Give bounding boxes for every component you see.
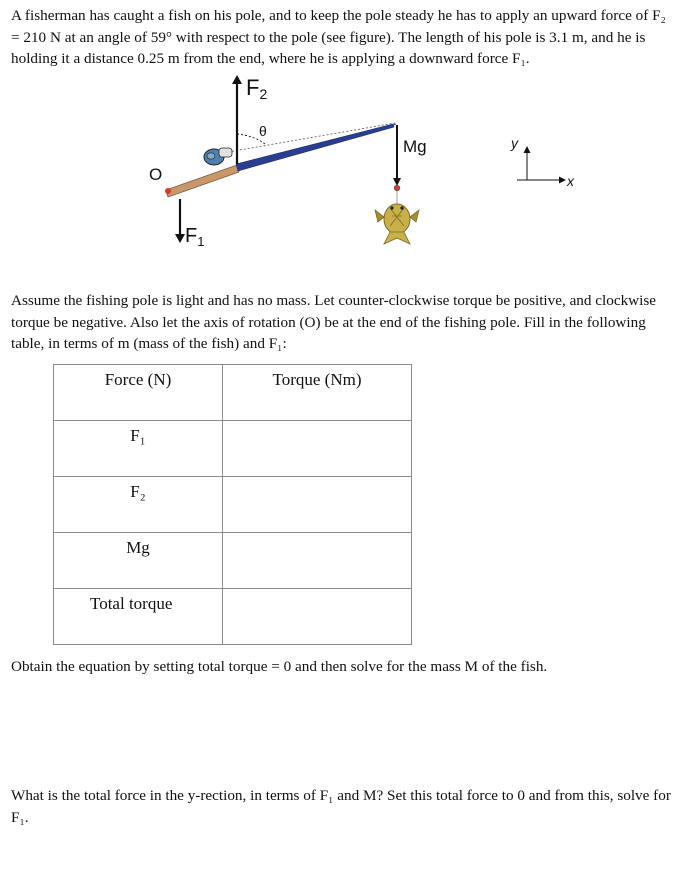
theta-label: θ bbox=[259, 123, 267, 139]
force-cell-f1: F₁ bbox=[54, 421, 223, 477]
f2-label: F2 bbox=[246, 75, 268, 102]
fish-icon bbox=[375, 204, 419, 244]
equation-prompt: Obtain the equation by setting total torque = 0 and then solve for the mass M of the fish. bbox=[11, 658, 548, 675]
force-cell-f2: F₂ bbox=[54, 477, 223, 533]
mg-label: Mg bbox=[403, 137, 427, 156]
f1-arrowhead bbox=[175, 234, 185, 243]
y-axis-label: y bbox=[511, 135, 518, 151]
origin-label: O bbox=[149, 165, 163, 184]
table-row bbox=[54, 589, 412, 645]
force-prompt: What is the total force in the y-rection, in terms of F₁ and M? Set this total force to 0 and from this, solve for F₁. bbox=[11, 787, 671, 826]
torque-cell-total[interactable] bbox=[223, 589, 412, 645]
bobber bbox=[394, 185, 400, 191]
table-row bbox=[54, 477, 412, 533]
table-header-row bbox=[54, 365, 412, 421]
torque-cell-f1[interactable] bbox=[223, 421, 412, 477]
force-cell-total: Total torque bbox=[54, 589, 223, 645]
reel-arm bbox=[219, 148, 232, 157]
x-axis-arrowhead bbox=[559, 177, 566, 184]
table-row bbox=[54, 421, 412, 477]
torque-cell-f2[interactable] bbox=[223, 477, 412, 533]
f1-label: $F_1$ bbox=[185, 225, 205, 249]
f2-arrowhead bbox=[232, 75, 242, 84]
mg-arrowhead bbox=[393, 178, 401, 186]
table-row bbox=[54, 533, 412, 589]
x-axis-label: x bbox=[567, 173, 574, 189]
torque-table bbox=[53, 364, 412, 645]
pole-handle bbox=[166, 165, 239, 197]
force-cell-mg: Mg bbox=[54, 533, 223, 589]
problem-instructions: Assume the fishing pole is light and has no mass. Let counter-clockwise torque be positive, and clockwise torque be negative. Also let the axis of rotation (O) be at the end of the fishing pole. Fill in the following table, in terms of m (mass of the fish) and F₁: bbox=[11, 292, 657, 352]
column-header-torque: Torque (Nm) bbox=[223, 365, 412, 421]
torque-cell-mg[interactable] bbox=[223, 533, 412, 589]
reel-inner bbox=[207, 153, 215, 159]
problem-intro: A fisherman has caught a fish on his pole, and to keep the pole steady he has to apply an upward force of F₂ = 210 N at an angle of 59° with respect to the pole (see figure). The length of his pole is 3.1 m, and he is holding it a distance 0.25 m from the end, where he is applying a downward force F₁. bbox=[11, 7, 666, 67]
fishing-pole-figure bbox=[0, 0, 692, 280]
column-header-force: Force (N) bbox=[54, 365, 223, 421]
pivot-point bbox=[165, 188, 171, 194]
rod-tip bbox=[393, 124, 396, 125]
y-axis-arrowhead bbox=[524, 146, 531, 153]
